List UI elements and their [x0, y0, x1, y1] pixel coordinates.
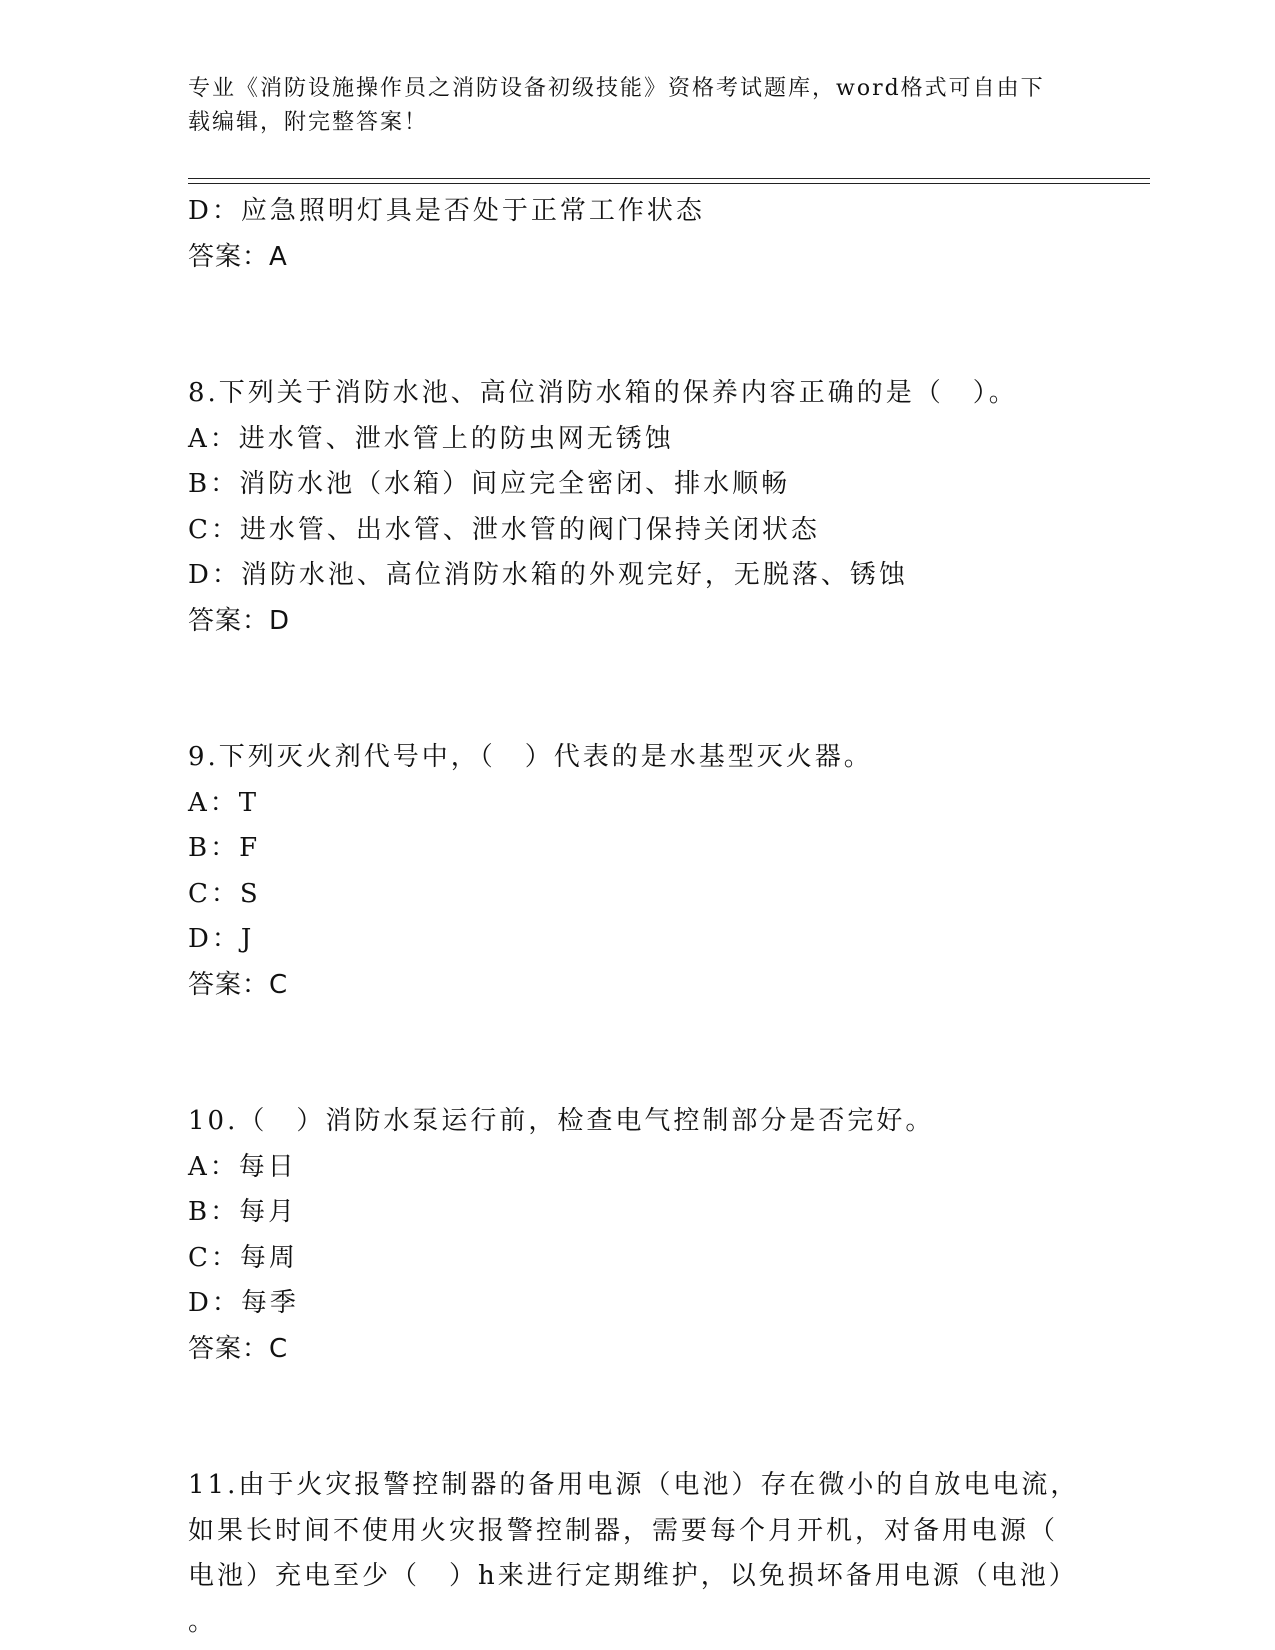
option-b: B：每月	[188, 1197, 298, 1227]
question-10	[188, 1099, 1088, 1372]
option-c: C：S	[188, 878, 261, 909]
header-divider-top	[188, 178, 1150, 179]
option-a: A：进水管、泄水管上的防虫网无锈蚀	[188, 423, 674, 454]
header-divider-bottom	[188, 183, 1150, 184]
question-spacer	[188, 1008, 1088, 1099]
option-d: D：应急照明灯具是否处于正常工作状态	[188, 196, 705, 226]
question-spacer	[188, 1372, 1088, 1463]
question-stem: 8.下列关于消防水池、高位消防水箱的保养内容正确的是（ ）。	[188, 378, 1018, 408]
answer: 答案：C	[188, 1333, 289, 1364]
option-d: D：每季	[188, 1288, 299, 1318]
question-stem-line-3: 电池）充电至少（ ）h来进行定期维护，以免损坏备用电源（电池）	[188, 1561, 1078, 1591]
header-line-2: 载编辑，附完整答案！	[188, 110, 429, 135]
document-header	[188, 72, 1068, 140]
option-b: B：F	[188, 833, 261, 863]
option-d: D：J	[188, 924, 255, 954]
question-stem-line-2: 如果长时间不使用火灾报警控制器，需要每个月开机，对备用电源（	[188, 1515, 1059, 1546]
answer: 答案：A	[188, 241, 288, 272]
option-c: C：进水管、出水管、泄水管的阀门保持关闭状态	[188, 514, 820, 545]
option-a: A：每日	[188, 1151, 297, 1182]
question-stem: 10.（ ）消防水泵运行前，检查电气控制部分是否完好。	[188, 1106, 935, 1136]
option-b: B：消防水池（水箱）间应完全密闭、排水顺畅	[188, 469, 791, 499]
answer: 答案：D	[188, 605, 291, 636]
option-d: D：消防水池、高位消防水箱的外观完好，无脱落、锈蚀	[188, 560, 908, 590]
question-stem: 9.下列灭火剂代号中，（ ）代表的是水基型灭火器。	[188, 742, 873, 772]
question-spacer	[188, 644, 1088, 735]
question-stem-line-4: 。	[188, 1606, 218, 1637]
option-a: A：T	[188, 787, 260, 818]
header-line-1: 专业《消防设施操作员之消防设备初级技能》资格考试题库，word格式可自由下	[188, 76, 1045, 101]
question-7	[188, 189, 1088, 280]
question-stem-line-1: 11.由于火灾报警控制器的备用电源（电池）存在微小的自放电电流，	[188, 1470, 1080, 1500]
question-9	[188, 735, 1088, 1008]
question-8	[188, 371, 1088, 644]
question-spacer	[188, 280, 1088, 371]
question-11	[188, 1463, 1088, 1645]
question-list	[188, 189, 1088, 1645]
option-c: C：每周	[188, 1242, 298, 1273]
answer: 答案：C	[188, 969, 289, 1000]
